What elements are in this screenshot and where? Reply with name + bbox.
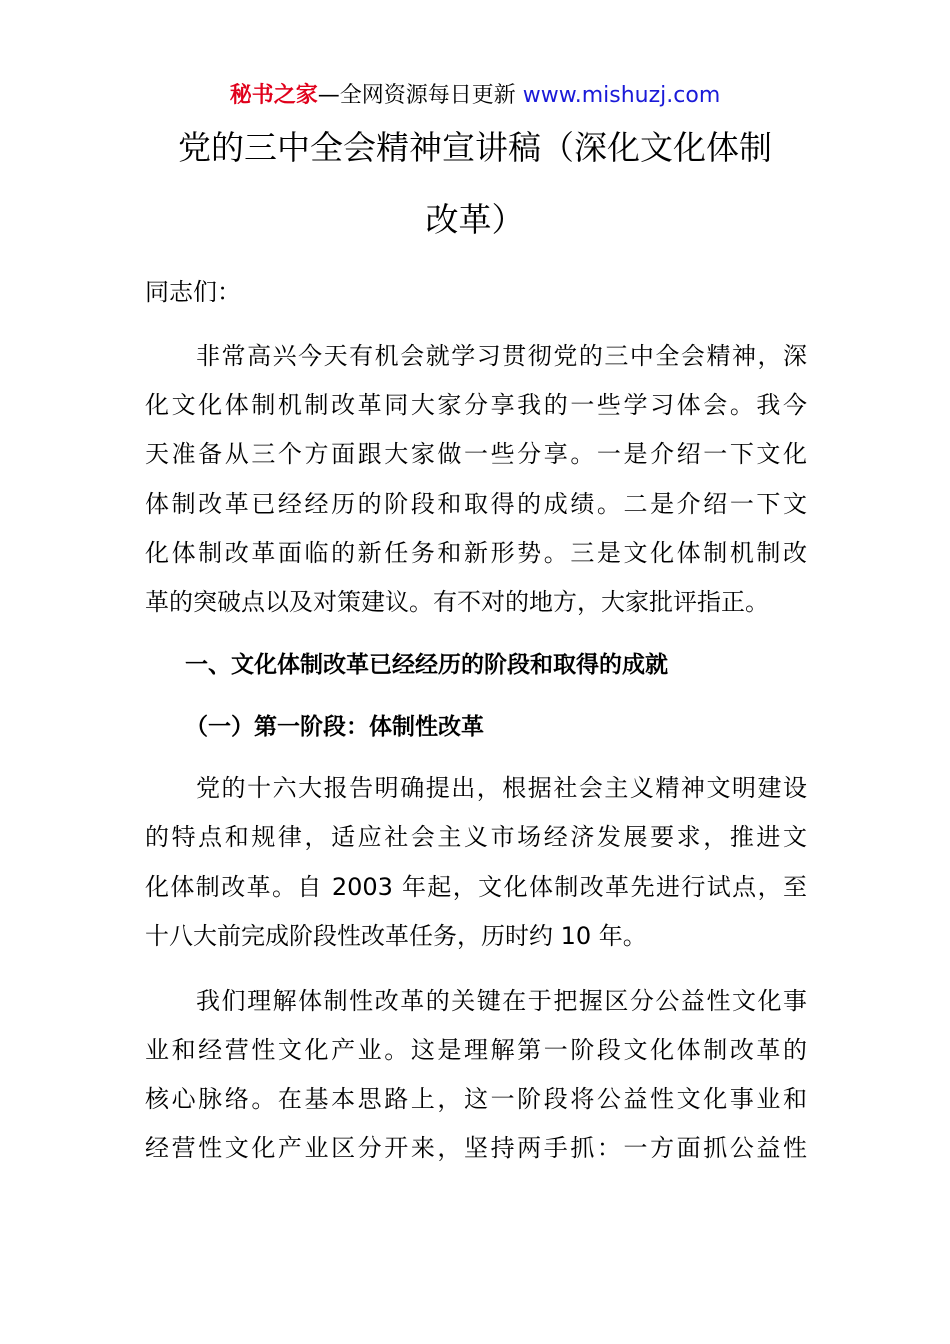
brand-name: 秘书之家 [229,83,318,108]
section-heading-1: 一、文化体制改革已经经历的阶段和取得的成就 [185,652,668,678]
paragraph-line: 革的突破点以及对策建议。有不对的地方，大家批评指正。 [145,588,769,616]
paragraph-line: 我们理解体制性改革的关键在于把握区分公益性文化事 [145,987,807,1015]
paragraph-line: 业和经营性文化产业。这是理解第一阶段文化体制改革的 [145,1036,807,1064]
paragraph-line: 天准备从三个方面跟大家做一些分享。一是介绍一下文化 [145,440,807,468]
site-header [0,80,950,112]
site-url-link[interactable]: www.mishuzj.com [522,83,721,108]
subsection-heading-1: （一）第一阶段：体制性改革 [185,714,484,740]
paragraph-line: 非常高兴今天有机会就学习贯彻党的三中全会精神，深 [145,342,807,370]
paragraph-line: 经营性文化产业区分开来，坚持两手抓：一方面抓公益性 [145,1134,807,1162]
paragraph-line: 化体制改革。自 2003 年起，文化体制改革先进行试点，至 [145,873,807,901]
paragraph-line: 的特点和规律，适应社会主义市场经济发展要求，推进文 [145,823,807,851]
site-tagline: —全网资源每日更新 [317,83,523,108]
paragraph-line: 党的十六大报告明确提出，根据社会主义精神文明建设 [145,774,807,802]
paragraph-line: 体制改革已经经历的阶段和取得的成绩。二是介绍一下文 [145,490,807,518]
paragraph-line: 十八大前完成阶段性改革任务，历时约 10 年。 [145,922,647,950]
paragraph-line: 核心脉络。在基本思路上，这一阶段将公益性文化事业和 [145,1085,807,1113]
document-title-line-2: 改革） [425,200,525,239]
paragraph-line: 化文化体制机制改革同大家分享我的一些学习体会。我今 [145,391,807,419]
greeting: 同志们： [145,278,241,306]
paragraph-line: 化体制改革面临的新任务和新形势。三是文化体制机制改 [145,539,807,567]
document-title-line-1: 党的三中全会精神宣讲稿（深化文化体制 [178,128,772,167]
